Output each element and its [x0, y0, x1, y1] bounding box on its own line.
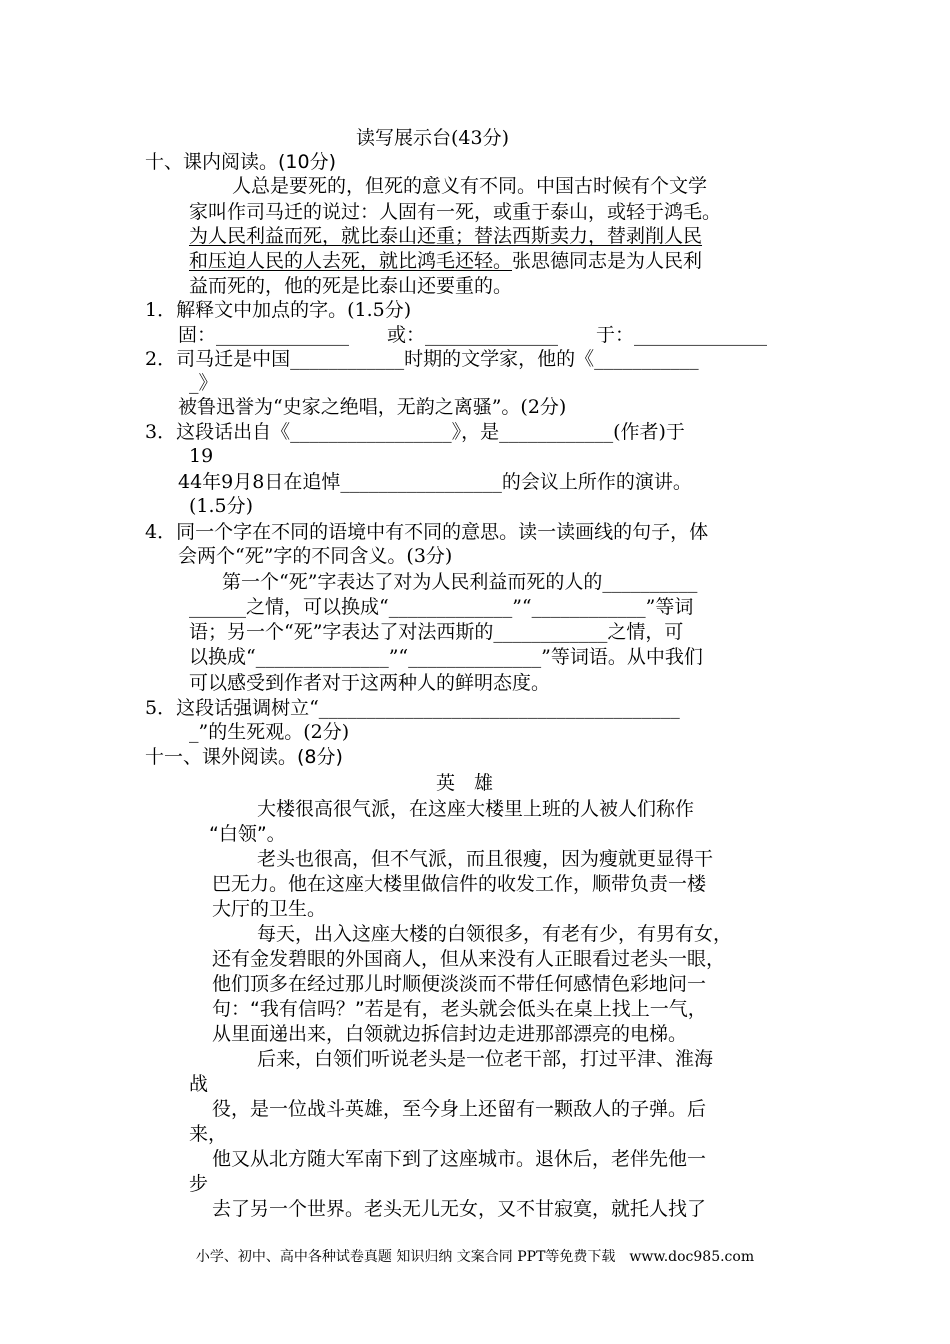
story-line: 大楼很高很气派，在这座大楼里上班的人被人们称作	[257, 798, 695, 820]
question-3-cont: 44年9月8日在追悼_________________的会议上所作的演讲。	[178, 471, 692, 493]
question-2-cont: _》	[189, 372, 218, 394]
question-1-blanks: 固：______________ 或：______________ 于：______________	[178, 324, 768, 346]
story-line: “白领”。	[209, 823, 286, 845]
question-4: 4．同一个字在不同的语境中有不同的意思。读一读画线的句子，体	[145, 521, 709, 543]
story-line: 还有金发碧眼的外国商人，但从来没有人正眼看过老头一眼，	[212, 948, 726, 970]
story-line: 句：“我有信吗？”若是有，老头就会低头在桌上找上一气，	[212, 998, 707, 1020]
story-line: 每天，出入这座大楼的白领很多，有老有少，有男有女，	[257, 923, 733, 945]
question-5-cont: _”的生死观。(2分)	[189, 721, 350, 743]
story-line: 后来，白领们听说老头是一位老干部，打过平津、淮海	[257, 1048, 714, 1070]
passage-underlined-part: 和压迫人民的人去死，就比鸿毛还轻。	[189, 250, 513, 272]
question-4-cont: 以换成“______________”“______________”等词语。从中我们	[189, 646, 703, 668]
question-5: 5．这段话强调树立“______________________________________	[145, 697, 680, 719]
story-line: 去了另一个世界。老头无儿无女，又不甘寂寞，就托人找了	[212, 1198, 707, 1220]
question-3-cont: (1.5分)	[189, 495, 254, 517]
passage-line: 益而死的，他的死是比泰山还要重的。	[189, 275, 513, 297]
question-3-cont: 19	[189, 445, 214, 467]
question-4-cont: 会两个“死”字的不同含义。(3分)	[178, 545, 453, 567]
story-line: 役，是一位战斗英雄，至今身上还留有一颗敌人的子弹。后	[212, 1098, 707, 1120]
question-4-cont: 可以感受到作者对于这两种人的鲜明态度。	[189, 672, 551, 694]
question-2-cont: 被鲁迅誉为“史家之绝唱，无韵之离骚”。(2分)	[178, 396, 567, 418]
story-line: 来，	[189, 1123, 228, 1145]
story-line: 他又从北方随大军南下到了这座城市。退休后，老伴先他一	[212, 1148, 707, 1170]
page-title: 读写展示台(43分)	[356, 127, 510, 149]
question-4-cont: 语；另一个“死”字表达了对法西斯的____________之情，可	[189, 621, 684, 643]
page-footer: 小学、初中、高中各种试卷真题 知识归纳 文案合同 PPT等免费下载 www.doc985.com	[195, 1249, 755, 1265]
section-10-heading: 十、课内阅读。(10分)	[145, 151, 337, 173]
passage-rest: 张思德同志是为人民利	[512, 250, 703, 272]
question-4-cont: ______之情，可以换成“_____________”“____________”等词	[189, 596, 694, 618]
story-title: 英 雄	[436, 772, 494, 794]
passage-line	[189, 249, 702, 273]
section-11-heading: 十一、课外阅读。(8分)	[145, 746, 343, 768]
question-4-cont: 第一个“死”字表达了对为人民利益而死的人的__________	[222, 571, 698, 593]
story-line: 老头也很高，但不气派，而且很瘦，因为瘦就更显得干	[257, 848, 714, 870]
question-2: 2．司马迁是中国____________时期的文学家，他的《___________	[145, 348, 699, 370]
question-1: 1．解释文中加点的字。(1.5分)	[145, 299, 412, 321]
story-line: 从里面递出来，白领就边拆信封边走进那部漂亮的电梯。	[212, 1023, 688, 1045]
passage-line-underlined: 为人民利益而死，就比泰山还重；替法西斯卖力，替剥削人民	[189, 225, 703, 247]
question-3: 3．这段话出自《_________________》，是____________(作者)于	[145, 421, 685, 443]
story-line: 大厅的卫生。	[212, 898, 327, 920]
story-line: 巴无力。他在这座大楼里做信件的收发工作，顺带负责一楼	[212, 873, 707, 895]
story-line: 他们顶多在经过那儿时顺便淡淡而不带任何感情色彩地问一	[212, 973, 707, 995]
story-line: 步	[189, 1173, 209, 1195]
passage-line: 家叫作司马迁的说过：人固有一死，或重于泰山，或轻于鸿毛。	[189, 201, 722, 223]
story-line: 战	[189, 1073, 209, 1095]
passage-line: 人总是要死的，但死的意义有不同。中国古时候有个文学	[232, 175, 708, 197]
